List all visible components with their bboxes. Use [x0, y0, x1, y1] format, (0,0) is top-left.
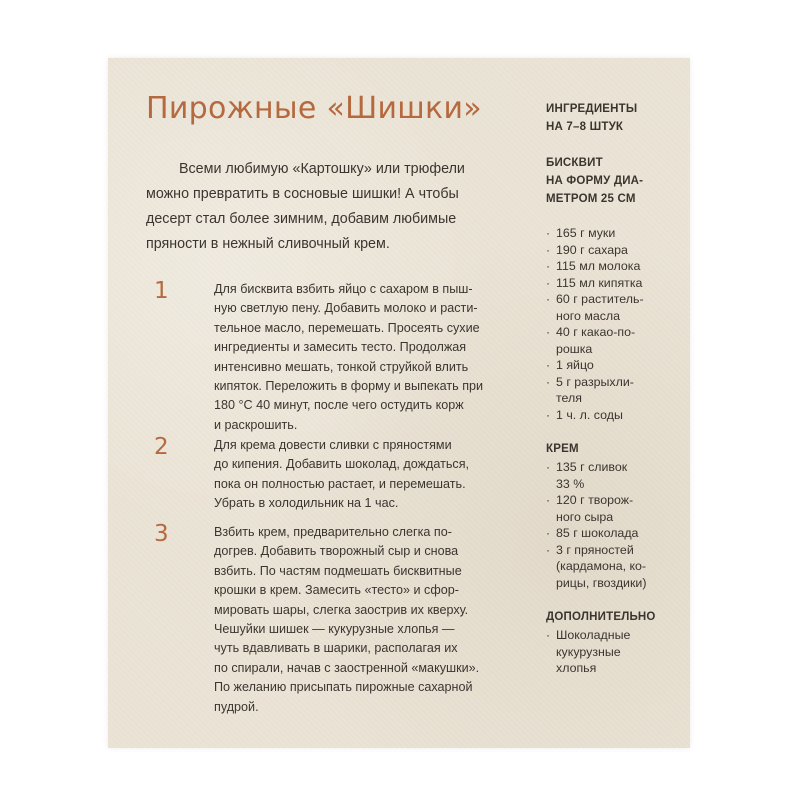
ingredients-sidebar [546, 100, 676, 677]
step-line: по спирали, начав с заостренной «макушки». [214, 660, 480, 675]
cream-heading [546, 440, 676, 458]
ingredients-heading [546, 100, 676, 136]
step-number: 1 [154, 278, 169, 304]
step-line: интенсивно мешать, тонкой струйкой влить [214, 359, 469, 374]
heading-line: НА ФОРМУ ДИА- [546, 175, 644, 187]
heading-line: МЕТРОМ 25 СМ [546, 193, 636, 205]
step-line: По желанию присыпать пирожные сахарной [214, 680, 473, 695]
heading-line: ДОПОЛНИТЕЛЬНО [546, 611, 656, 623]
heading-line: НА 7–8 ШТУК [546, 121, 624, 133]
intro-paragraph [146, 157, 536, 257]
step-line: пудрой. [214, 699, 259, 714]
step-line: взбить. По частям подмешать бисквитные [214, 563, 462, 578]
ingredient-item: · 1 яйцо [546, 357, 676, 374]
step-number: 2 [154, 434, 169, 460]
ingredient-item: · 190 г сахара [546, 242, 676, 259]
intro-line: Всеми любимую «Картошку» или трюфели [179, 161, 465, 177]
step-line: ную светлую пену. Добавить молоко и расти- [214, 301, 478, 316]
ingredient-item: · 3 г пряностей (кардамона, ко- рицы, гвоздики) [546, 542, 676, 592]
step-line: пока он полностью растает, и перемешать. [214, 476, 466, 491]
step-text [214, 436, 469, 514]
ingredient-item: · 1 ч. л. соды [546, 407, 676, 424]
ingredient-item: · 120 г творож- ного сыра [546, 492, 676, 525]
ingredient-item: · Шоколадные кукурузные хлопья [546, 627, 676, 677]
recipe-title: Пирожные «Шишки» [146, 91, 482, 126]
step-line: крошки в крем. Замесить «тесто» и сфор- [214, 583, 459, 598]
step-line: кипяток. Переложить в форму и выпекать при [214, 379, 484, 394]
step-line: Для крема довести сливки с пряностями [214, 438, 452, 452]
ingredient-item: · 115 мл кипятка [546, 275, 676, 292]
intro-line: пряности в нежный сливочный крем. [146, 236, 390, 252]
step-line: Убрать в холодильник на 1 час. [214, 496, 399, 511]
step-number: 3 [154, 521, 169, 547]
biscuit-ingredient-list [546, 225, 676, 423]
heading-line: КРЕМ [546, 443, 579, 455]
step-text [214, 523, 479, 717]
intro-line: можно превратить в сосновые шишки! А чтобы [146, 186, 459, 202]
step-line: до кипения. Добавить шоколад, дождаться, [214, 457, 470, 472]
recipe-page [108, 58, 690, 748]
ingredient-item: · 85 г шоколада [546, 525, 676, 542]
ingredient-item: · 5 г разрыхли- теля [546, 374, 676, 407]
ingredient-item: · 60 г раститель- ного масла [546, 291, 676, 324]
step-text [214, 280, 483, 435]
step-line: Для бисквита взбить яйцо с сахаром в пыш- [214, 282, 473, 296]
step-line: ингредиенты и замесить тесто. Продолжая [214, 340, 467, 355]
heading-line: БИСКВИТ [546, 157, 603, 169]
step-line: мировать шары, слегка заострив их кверху. [214, 602, 469, 617]
ingredient-item: · 135 г сливок 33 % [546, 459, 676, 492]
ingredient-item: · 165 г муки [546, 225, 676, 242]
biscuit-heading [546, 154, 676, 208]
cream-ingredient-list [546, 459, 676, 591]
heading-line: ИНГРЕДИЕНТЫ [546, 103, 638, 115]
step-line: догрев. Добавить творожный сыр и снова [214, 544, 459, 559]
intro-line: десерт стал более зимним, добавим любимые [146, 211, 457, 227]
step-line: чуть вдавливать в шарики, располагая их [214, 641, 458, 656]
ingredient-item: · 115 мл молока [546, 258, 676, 275]
step-line: Взбить крем, предварительно слегка по- [214, 525, 452, 539]
step-line: 180 °С 40 минут, после чего остудить корж [214, 398, 464, 413]
step-line: и раскрошить. [214, 417, 298, 432]
step-line: тельное масло, перемешать. Просеять сухие [214, 320, 480, 335]
extra-ingredient-list [546, 627, 676, 677]
step-line: Чешуйки шишек — кукурузные хлопья — [214, 622, 455, 637]
ingredient-item: · 40 г какао-по- рошка [546, 324, 676, 357]
extra-heading [546, 608, 676, 626]
